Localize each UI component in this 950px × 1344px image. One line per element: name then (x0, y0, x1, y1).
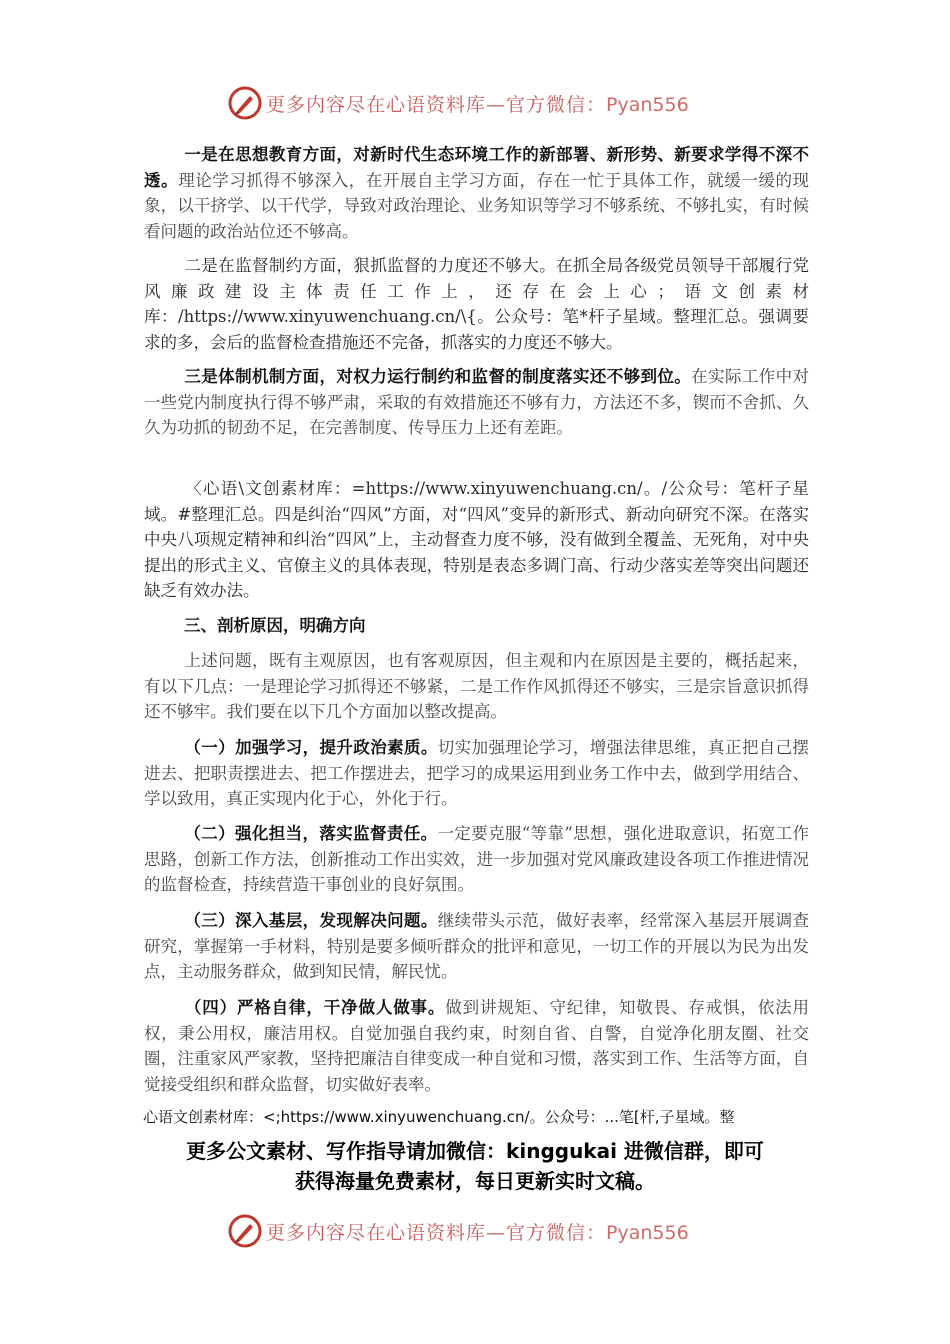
paragraph-9-lead: （四）严格自律，干净做人做事。 (184, 998, 446, 1017)
promo-block (120, 1136, 830, 1196)
footnote-source: 心语文创素材库：<;https://www.xinyuwenchuang.cn/。公众号：...笔[杆,子星域。整 (143, 1108, 735, 1126)
promo-line-1: 更多公文素材、写作指导请加微信：kinggukai 进微信群，即可 (186, 1139, 764, 1163)
paragraph-1-body: 理论学习抓得不够深入，在开展自主学习方面，存在一忙于具体工作，就缓一缓的现象，以干挤学、以干代学，导致对政治理论、业务知识等学习不够系统、不够扎实，有时候看问题的政治站位还不够高。 (144, 170, 810, 241)
paragraph-7-lead: （二）强化担当，落实监督责任。 (184, 824, 438, 843)
paragraph-4 (144, 476, 809, 604)
paragraph-6-lead: （一）加强学习，提升政治素质。 (184, 738, 438, 757)
paragraph-4-body: 〈心语\文创素材库：=https://www.xinyuwenchuang.cn/。/公众号：笔杆子星域。#整理汇总。四是纠治“四风”方面，对“四风”变异的新形式、新动向研究不深。在落实中央八项规定精神和纠治“四风”上，主动督查力度不够，没有做到全覆盖、无死角，对中央提出的形式主义、官僚主义的具体表现，特别是表态多调门高、行动少落实差等突出问题还缺乏有效办法。 (144, 479, 809, 600)
paragraph-8-body: 继续带头示范，做好表率，经常深入基层开展调查研究，掌握第一手材料，特别是要多倾听群众的批评和意见，一切工作的开展以为民为出发点，主动服务群众，做到知民情，解民忧。 (144, 911, 810, 981)
banner-wechat: Pyan556 (606, 94, 689, 116)
paragraph-1-lead: 一是在思想教育方面，对新时代生态环境工作的新部署、新形势、新要求学得不深不透。 (144, 145, 809, 190)
paragraph-6 (144, 735, 809, 812)
pen-logo-icon (228, 86, 262, 120)
paragraph-9 (144, 995, 809, 1097)
promo-line-2: 获得海量免费素材，每日更新实时文稿。 (295, 1169, 655, 1193)
paragraph-7-body: 一定要克服“等靠”思想，强化进取意识，拓宽工作思路，创新工作方法，创新推动工作出实效，进一步加强对党风廉政建设各项工作推进情况的监督检查，持续营造干事创业的良好氛围。 (144, 824, 810, 894)
paragraph-1 (144, 142, 809, 244)
header-banner (0, 84, 950, 124)
pen-logo-icon (228, 1214, 262, 1248)
paragraph-3-body: 在实际工作中对一些党内制度执行得不够严肃，采取的有效措施还不够有力，方法还不多，锲而不舍抓、久久为功抓的韧劲不足，在完善制度、传导压力上还有差距。 (144, 367, 810, 437)
section-heading: 三、剖析原因，明确方向 (184, 616, 366, 635)
paragraph-9-body: 做到讲规矩、守纪律，知敬畏、存戒惧，依法用权，秉公用权，廉洁用权。自觉加强自我约束，时刻自省、自警，自觉净化朋友圈、社交圈，注重家风严家教，坚持把廉洁自律变成一种自觉和习惯，落实到工作、生活等方面，自觉接受组织和群众监督，切实做好表率。 (144, 998, 810, 1094)
paragraph-8 (144, 908, 809, 985)
banner-text: 更多内容尽在心语资料库—官方微信：Pyan556 (266, 94, 689, 116)
paragraph-6-body: 切实加强理论学习，增强法律思维，真正把自己摆进去、把职责摆进去、把工作摆进去，把学习的成果运用到业务工作中去，做到学用结合、学以致用，真正实现内化于心，外化于行。 (144, 738, 810, 808)
banner-wechat: Pyan556 (606, 1222, 689, 1244)
paragraph-3-lead: 三是体制机制方面，对权力运行制约和监督的制度落实还不够到位。 (184, 367, 692, 386)
paragraph-7 (144, 821, 809, 898)
paragraph-3 (144, 364, 809, 441)
paragraph-2 (144, 253, 809, 355)
paragraph-5-body: 上述问题，既有主观原因，也有客观原因，但主观和内在原因是主要的，概括起来，有以下几点：一是理论学习抓得还不够紧，二是工作作风抓得还不够实，三是宗旨意识抓得还不够牢。我们要在以下几个方面加以整改提高。 (144, 651, 809, 721)
banner-text: 更多内容尽在心语资料库—官方微信：Pyan556 (266, 1222, 689, 1244)
paragraph-2-body: 二是在监督制约方面，狠抓监督的力度还不够大。在抓全局各级党员领导干部履行党风廉政建设主体责任工作上，还存在会上心；语文创素材库：/https://www.xinyuwenchuang.cn/\{。公众号：笔*杆子星域。整理汇总。强调要求的多，会后的监督检查措施还不完备，抓落实的力度还不够大。 (144, 256, 809, 352)
paragraph-8-lead: （三）深入基层，发现解决问题。 (184, 911, 438, 930)
footer-banner (0, 1212, 950, 1252)
paragraph-5 (144, 648, 809, 725)
